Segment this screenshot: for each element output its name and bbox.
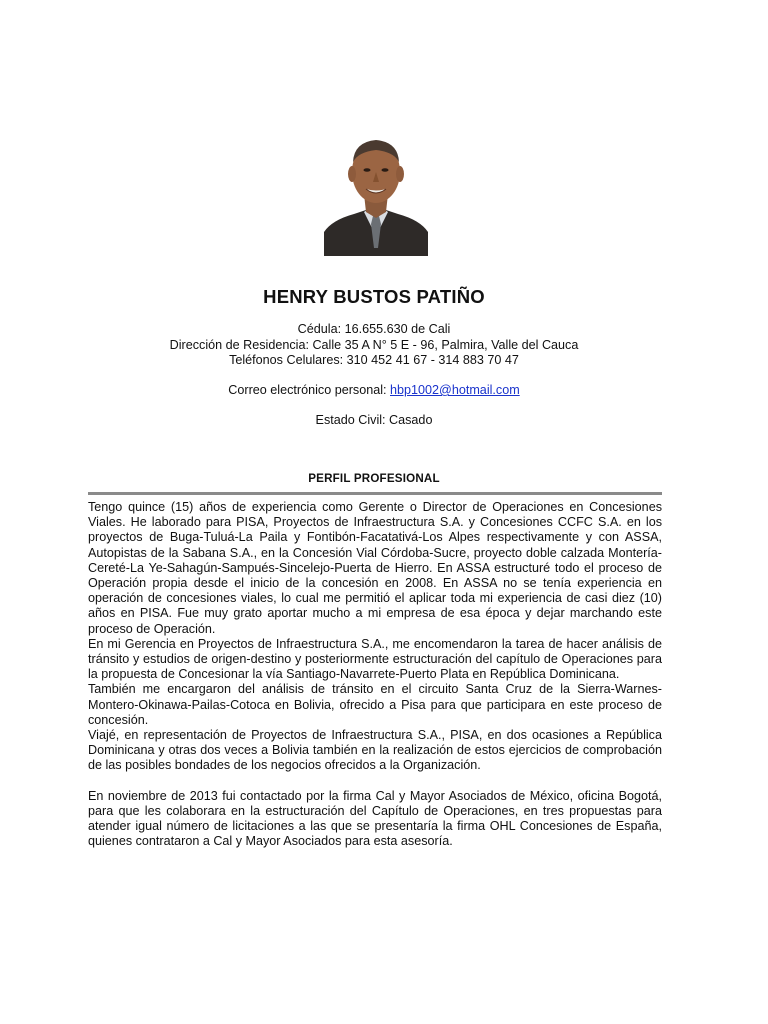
section-title: PERFIL PROFESIONAL [308,472,440,485]
paragraph: Tengo quince (15) años de experiencia como Gerente o Director de Operaciones en Concesiones Viales. He laborado para PISA, Proyectos de Infraestructura S.A. y Concesiones CCFC S.A. en los proyectos de Buga-Tuluá-La Paila y Fontibón-Facatativá-Los Alpes respectivamente y con ASSA, Autopistas de la Sabana S.A., en la Concesión Vial Córdoba-Sucre, proyecto doble calzada Montería-Cereté-La Ye-Sahagún-Sampués-Sincelejo-Puerta de Hierro. En ASSA estructuré todo el proceso de Operación propia desde el inicio de la concesión en 2008. En ASSA no se tenía experiencia en operación de concesiones viales, lo cual me permitió el aplicar toda mi experiencia de casi diez (10) años en PISA. Fue muy grato aportar mucho a mi empresa de esa época y dejar marchando este proceso de Operación. [88,500,662,636]
email-line [0,382,748,398]
paragraph: Viajé, en representación de Proyectos de Infraestructura S.A., PISA, en dos ocasiones a República Dominicana y otras dos veces a Bolivia también en la realización de estos ejercicios de comprobación de las posibles bondades de los negocios ofrecidos a la Organización. [88,728,662,773]
marital-status-text: Estado Civil: Casado [315,413,433,427]
email-link[interactable]: hbp1002@hotmail.com [390,383,520,397]
phone-text: Teléfonos Celulares: 310 452 41 67 - 314 883 70 47 [229,353,519,367]
email-label: Correo electrónico personal: [228,383,390,397]
profile-photo [324,132,428,256]
paragraph: En mi Gerencia en Proyectos de Infraestructura S.A., me encomendaron la tarea de hacer análisis de tránsito y estudios de origen-destino y posteriormente estructuración del capítulo de Operaciones para la propuesta de Concesionar la vía Santiago-Navarrete-Puerto Plata en República Dominicana. [88,636,662,682]
address-text: Dirección de Residencia: Calle 35 A N° 5 E - 96, Palmira, Valle del Cauca [169,338,579,352]
candidate-name: HENRY BUSTOS PATIÑO [263,286,485,307]
paragraph: También me encargaron del análisis de tránsito en el circuito Santa Cruz de la Sierra-Warnes-Montero-Okinawa-Pailas-Cotoca en Bolivia, ofrecido a Pisa para que participara en este proceso de concesión. [88,682,662,727]
cedula-text: Cédula: 16.655.630 de Cali [297,322,451,336]
section-divider [88,492,662,495]
profile-body [88,500,662,850]
paragraph: En noviembre de 2013 fui contactado por la firma Cal y Mayor Asociados de México, oficina Bogotá, para que les colaborara en la estructuración del Capítulo de Operaciones, en tres propuestas para atender igual número de licitaciones a las que se presentaría la firma OHL Concesiones de España, quienes contrataron a Cal y Mayor Asociados para esta asesoría. [88,788,662,849]
